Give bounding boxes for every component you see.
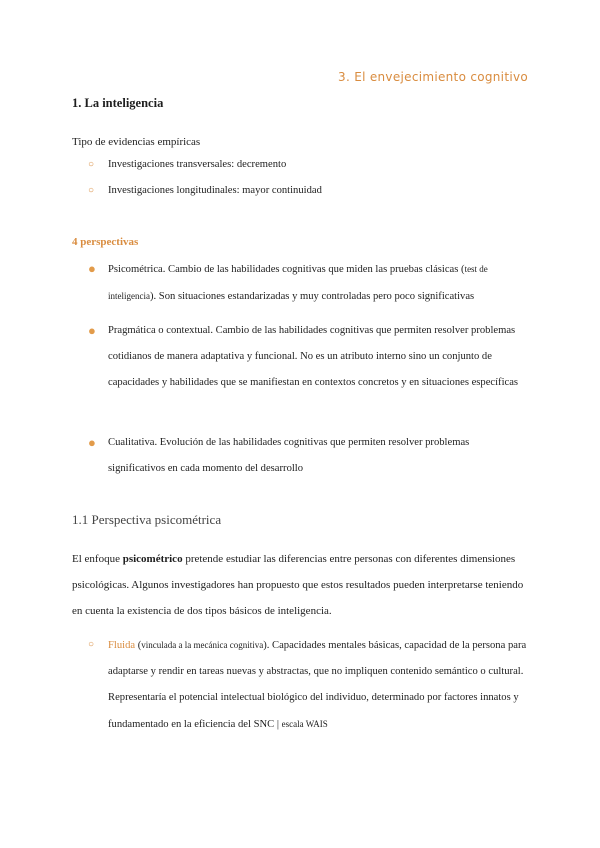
scale-label: escala WAIS	[281, 719, 328, 729]
bold-term: psicométrico	[122, 553, 183, 565]
perspective-item	[88, 430, 528, 482]
evidence-item	[88, 178, 528, 204]
perspectives-label: 4 perspectivas	[72, 236, 139, 248]
chapter-header: 3. El envejecimiento cognitivo	[338, 70, 528, 84]
dot-bullet-icon: ●	[88, 261, 96, 276]
fluid-term: Fluida	[108, 640, 136, 651]
perspective-item	[88, 318, 528, 396]
intro-paragraph: El enfoque psicométrico pretende estudiar las diferencias entre personas con diferentes dimensiones psicológicas. Algunos investigadores han propuesto que estos resultados pueden interpretarse teniendo en cuenta la existencia de dos tipos básicos de inteligencia.	[72, 553, 524, 617]
dot-bullet-icon: ●	[88, 323, 96, 338]
perspective-item	[88, 256, 528, 310]
evidence-label: Tipo de evidencias empíricas	[72, 136, 201, 148]
circle-bullet-icon: ○	[88, 185, 95, 196]
evidence-item-text: Investigaciones longitudinales: mayor continuidad	[108, 185, 322, 196]
fluid-intelligence-item: ○ Fluida (vinculada a la mecánica cognitiva). Capacidades mentales básicas, capacidad de la persona para adaptarse y rendir en tareas nuevas y abstractas, que no impliquen contenido semántico o cultural. Representaría el potencial intelectual biológico del individuo, determinado por factores innatos y fundamentado en la eficiencia del SNC | escala WAIS	[88, 632, 528, 738]
perspective-text: Cualitativa. Evolución de las habilidades cognitivas que permiten resolver problemas significativos en cada momento del desarrollo	[108, 437, 470, 474]
dot-bullet-icon: ●	[88, 435, 96, 450]
circle-bullet-icon: ○	[88, 159, 95, 170]
perspective-note: test de inteligencia	[108, 264, 488, 301]
evidence-item-text: Investigaciones transversales: decremento	[108, 159, 287, 170]
perspective-text-end: ). Son situaciones estandarizadas y muy controladas pero poco significativas	[149, 291, 475, 302]
subsection-title: 1.1 Perspectiva psicométrica	[72, 512, 222, 527]
perspective-text: Pragmática o contextual. Cambio de las habilidades cognitivas que permiten resolver problemas cotidianos de manera adaptativa y funcional. No es un atributo interno sino un conjunto de capacidades y habilidades que se manifiestan en contextos concretos y en situaciones específicas	[108, 325, 519, 388]
section-title: 1. La inteligencia	[72, 96, 164, 110]
circle-bullet-icon: ○	[88, 639, 95, 650]
fluid-text: ). Capacidades mentales básicas, capacidad de la persona para adaptarse y rendir en tareas nuevas y abstractas, que no impliquen contenido semántico o cultural. Representaría el potencial intelectual biológico del individuo, determinado por factores innatos y fundamentado en la eficiencia del SNC |	[108, 640, 527, 730]
perspective-text: Psicométrica. Cambio de las habilidades cognitivas que miden las pruebas clásicas (	[108, 264, 465, 275]
fluid-note: vinculada a la mecánica cognitiva	[141, 640, 264, 650]
evidence-item	[88, 152, 528, 178]
